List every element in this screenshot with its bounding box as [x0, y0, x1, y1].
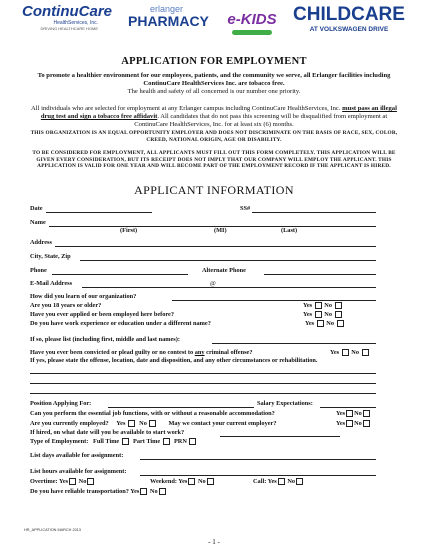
- name-field[interactable]: [49, 226, 376, 227]
- different-name-question: Do you have work experience or education under a different name?: [30, 320, 211, 327]
- transportation-no-checkbox[interactable]: [159, 488, 166, 495]
- age-18-question: Are you 18 years or older?: [30, 302, 102, 309]
- phone-label: Phone: [30, 267, 47, 274]
- start-date-question: If hired, on what date will you be available to start work?: [30, 429, 185, 436]
- drug-test-notice-underlined: must pass an illegal drug test and sign a tobacco free affidavit: [40, 105, 397, 120]
- hours-available-label: List hours available for assignment:: [30, 468, 127, 475]
- other-names-field[interactable]: [212, 343, 376, 344]
- essential-yes-checkbox[interactable]: [346, 410, 353, 417]
- part-time-checkbox[interactable]: [163, 438, 170, 445]
- childcare-subline: AT VOLKSWAGEN DRIVE: [309, 26, 389, 33]
- weekend-no-checkbox[interactable]: [207, 478, 214, 485]
- pharmacy-wordmark: PHARMACY: [128, 13, 209, 29]
- contact-no-label: No: [354, 420, 362, 427]
- prn-checkbox[interactable]: [189, 438, 196, 445]
- city-label: City, State, Zip: [30, 253, 71, 260]
- contact-yes-checkbox[interactable]: [346, 420, 353, 427]
- salary-field[interactable]: [320, 407, 376, 408]
- call-label: Call:: [253, 478, 267, 485]
- conviction-details-line-2[interactable]: [30, 383, 376, 384]
- essential-functions-question: Can you perform the essential job functions, with or without a reasonable accommodation?: [30, 410, 275, 417]
- transportation-question: Do you have reliable transportation?: [30, 488, 129, 495]
- currently-employed-question: Are you currently employed?: [30, 420, 109, 427]
- call-yes-label: Yes: [267, 478, 277, 485]
- days-available-label: List days available for assignment:: [30, 452, 124, 459]
- city-state-zip-field[interactable]: [80, 260, 376, 261]
- part-time-label: Part Time: [132, 438, 161, 445]
- start-date-field[interactable]: [220, 436, 340, 437]
- erlanger-pharmacy-logo: [128, 4, 220, 44]
- age-18-yes-label: Yes: [303, 302, 313, 309]
- applied-before-yes-checkbox[interactable]: [315, 311, 322, 318]
- phone-field[interactable]: [52, 274, 188, 275]
- drug-test-notice-b: . All candidates that do not pass this screening will be disqualified from employment at ContinuCare HealthServices, Inc. for at least six (6) months.: [134, 113, 388, 128]
- different-name-yes-label: Yes: [305, 320, 315, 327]
- overtime-yes-checkbox[interactable]: [69, 478, 76, 485]
- different-name-no-label: No: [326, 320, 334, 327]
- essential-no-checkbox[interactable]: [363, 410, 370, 417]
- employment-type-label: Type of Employment:: [30, 438, 89, 445]
- currently-no-checkbox[interactable]: [149, 420, 156, 427]
- position-label: Position Applying For:: [30, 400, 92, 407]
- section-heading: APPLICANT INFORMATION: [134, 183, 294, 197]
- continucare-name: ContinuCare: [22, 3, 112, 20]
- currently-yes-checkbox[interactable]: [128, 420, 135, 427]
- currently-no-label: No: [139, 420, 147, 427]
- last-name-caption: (Last): [281, 227, 298, 234]
- address-field[interactable]: [55, 246, 376, 247]
- tobacco-notice: To promote a healthier environment for our employees, patients, and the community we serve, all Erlanger facilities including ContinuCare HealthServices Inc. are tobacco free.: [37, 72, 391, 87]
- childcare-wordmark: CHILDCARE: [293, 4, 405, 25]
- contact-yes-label: Yes: [336, 420, 346, 427]
- drug-test-notice: [24, 105, 404, 129]
- hours-available-field[interactable]: [140, 475, 376, 476]
- applied-before-no-label: No: [324, 311, 332, 318]
- overtime-no-checkbox[interactable]: [87, 478, 94, 485]
- ssn-field[interactable]: [252, 212, 376, 213]
- weekend-no-label: No: [197, 478, 206, 485]
- conviction-question-any: any: [194, 349, 205, 356]
- weekend-yes-checkbox[interactable]: [188, 478, 195, 485]
- overtime-no-label: No: [78, 478, 87, 485]
- erlanger-wordmark: erlanger: [150, 4, 184, 14]
- ssn-label: SS#: [240, 205, 251, 212]
- ekids-logo: [224, 4, 280, 44]
- essential-no-label: No: [354, 410, 362, 417]
- conviction-question-b: criminal offense?: [204, 349, 253, 356]
- applied-before-question: Have you ever applied or been employed here before?: [30, 311, 174, 318]
- if-so-label: If so, please list (including first, middle and last names):: [30, 336, 180, 343]
- continucare-logo: [22, 3, 112, 44]
- alternate-phone-field[interactable]: [264, 274, 376, 275]
- safety-notice: The health and safety of all concerned is our number one priority.: [127, 88, 301, 95]
- first-name-caption: (First): [120, 227, 138, 234]
- overtime-label: Overtime:: [30, 478, 58, 485]
- eeo-statement: THIS ORGANIZATION IS AN EQUAL OPPORTUNITY EMPLOYER AND DOES NOT DISCRIMINATE ON THE BASIS OF RACE, SEX, COLOR, CREED, NATIONAL ORIGIN, AGE OR DISABILITY.: [30, 130, 398, 143]
- email-at-sign: @: [210, 280, 216, 287]
- weekend-yes-label: Yes: [178, 478, 188, 485]
- overtime-yes-label: Yes: [58, 478, 69, 485]
- age-18-yes-checkbox[interactable]: [315, 302, 322, 309]
- transportation-no-label: No: [149, 488, 158, 495]
- days-available-field[interactable]: [140, 459, 376, 460]
- age-18-no-label: No: [324, 302, 332, 309]
- drug-test-notice-a: All individuals who are selected for employment at any Erlanger campus including ContinuCare HealthServices, Inc.: [31, 105, 343, 112]
- childcare-logo: [286, 4, 412, 44]
- middle-initial-caption: (MI): [214, 227, 227, 234]
- contact-employer-question: May we contact your current employer?: [168, 420, 277, 427]
- call-yes-checkbox[interactable]: [278, 478, 285, 485]
- name-label: Name: [30, 219, 46, 226]
- date-label: Date: [30, 205, 43, 212]
- conviction-details-instructions: If yes, please state the offense, location, date and disposition, and any other circumstances or rehabilitation.: [30, 357, 318, 364]
- conviction-question-a: Have you ever been convicted or plead guilty or no contest to: [30, 349, 195, 356]
- continucare-sub: HealthServices, Inc.: [53, 20, 98, 26]
- full-time-checkbox[interactable]: [122, 438, 129, 445]
- currently-yes-label: Yes: [116, 420, 126, 427]
- date-field[interactable]: [46, 212, 152, 213]
- alternate-phone-label: Alternate Phone: [202, 267, 246, 274]
- transportation-yes-checkbox[interactable]: [140, 488, 147, 495]
- page-number: - 1 -: [208, 538, 220, 546]
- conviction-details-line-1[interactable]: [30, 373, 376, 374]
- form-code: HR_APPLICATION MARCH 2013: [24, 528, 81, 532]
- full-time-label: Full Time: [93, 438, 120, 445]
- ekids-underline-icon: [232, 30, 272, 35]
- applied-before-yes-label: Yes: [303, 311, 313, 318]
- learn-field[interactable]: [172, 300, 376, 301]
- different-name-no-checkbox[interactable]: [337, 320, 344, 327]
- contact-no-checkbox[interactable]: [363, 420, 370, 427]
- page-title: APPLICATION FOR EMPLOYMENT: [121, 56, 307, 67]
- call-no-checkbox[interactable]: [296, 478, 303, 485]
- email-label: E-Mail Address: [30, 280, 73, 287]
- conviction-no-label: No: [351, 349, 359, 356]
- email-field[interactable]: [82, 287, 376, 288]
- continucare-tagline: DRIVING HEALTHCARE HOME: [40, 26, 98, 31]
- consideration-statement: TO BE CONSIDERED FOR EMPLOYMENT, ALL APPLICANTS MUST FILL OUT THIS FORM COMPLETELY. THIS APPLICATION WILL BE GIVEN EVERY CONSIDERATION, BUT ITS RECEIPT DOES NOT IMPLY THAT OUR COMPANY WILL EMPLOY THE APPLICANT. THIS APPLICATION IS VALID FOR ONE YEAR AND WILL BECOME PART OF THE EMPLOYMENT RECORD IF THE APPLICANT IS HIRED.: [32, 150, 396, 169]
- address-label: Address: [30, 239, 52, 246]
- transportation-yes-label: Yes: [130, 488, 140, 495]
- prn-label: PRN: [173, 438, 187, 445]
- call-no-label: No: [287, 478, 296, 485]
- learn-label: How did you learn of our organization?: [30, 293, 137, 300]
- weekend-label: Weekend:: [150, 478, 177, 485]
- different-name-yes-checkbox[interactable]: [317, 320, 324, 327]
- position-field[interactable]: [108, 407, 254, 408]
- ekids-wordmark: e-KIDS: [227, 11, 277, 28]
- conviction-yes-checkbox[interactable]: [342, 349, 349, 356]
- essential-yes-label: Yes: [336, 410, 346, 417]
- conviction-yes-label: Yes: [330, 349, 340, 356]
- conviction-details-line-3[interactable]: [30, 393, 376, 394]
- conviction-no-checkbox[interactable]: [362, 349, 369, 356]
- age-18-no-checkbox[interactable]: [335, 302, 342, 309]
- applied-before-no-checkbox[interactable]: [335, 311, 342, 318]
- salary-label: Salary Expectations:: [257, 400, 313, 407]
